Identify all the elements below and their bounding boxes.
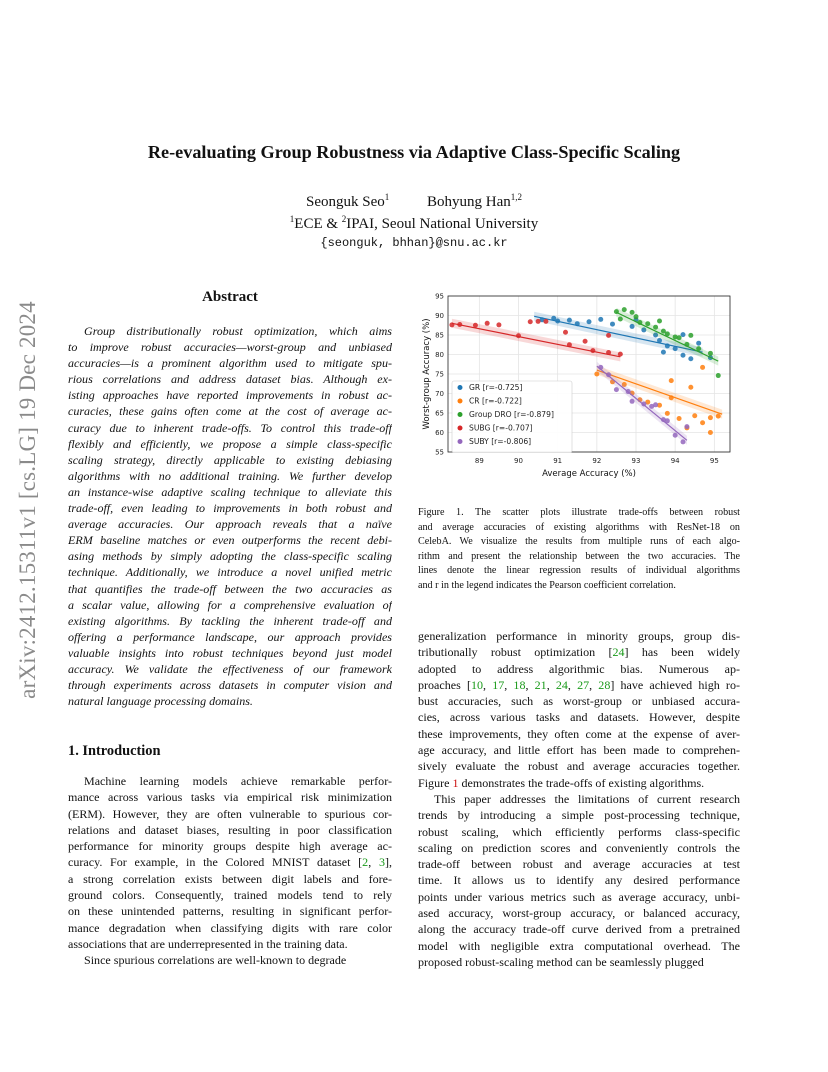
author-list <box>200 192 628 211</box>
legend-label: SUBG [r=-0.707] <box>469 423 533 433</box>
paragraph-line: generalization performance in minority groups, group dis- <box>418 629 740 643</box>
x-tick-label: 94 <box>670 457 680 465</box>
data-point <box>516 333 521 338</box>
y-axis-label: Worst-group Accuracy (%) <box>422 318 432 430</box>
y-tick-label: 85 <box>435 331 444 340</box>
data-point <box>449 322 454 327</box>
data-point <box>677 416 682 421</box>
data-point <box>681 332 686 337</box>
data-point <box>657 338 662 343</box>
data-point <box>688 385 693 390</box>
data-point <box>716 414 721 419</box>
paragraph-line: relations and dataset biases, resulting in poor classification <box>68 822 392 837</box>
legend-marker <box>458 439 463 444</box>
abstract-line: flexibly and efficiently, we propose a simple class-specific <box>68 436 392 451</box>
data-point <box>485 321 490 326</box>
data-point <box>661 350 666 355</box>
data-point <box>630 399 635 404</box>
paragraph-line: scaling on prediction scores and conveniently controls the <box>418 840 740 855</box>
data-point <box>614 309 619 314</box>
x-tick-label: 91 <box>553 457 563 465</box>
paragraph-line: ground colors. Consequently, trained models tend to rely <box>68 888 392 903</box>
data-point <box>622 307 627 312</box>
paragraph-line: cies, across various tasks and datasets. However, despite <box>418 710 740 725</box>
abstract-line: natural language processing domains. <box>68 694 253 709</box>
abstract-line: technique. Additionally, we introduce a novel unified metric <box>68 565 392 580</box>
legend-label: GR [r=-0.725] <box>469 383 523 392</box>
abstract-line: that quantifies the trade-off between the two accuracies as <box>68 581 392 596</box>
data-point <box>590 348 595 353</box>
y-tick-label: 60 <box>435 429 444 437</box>
introduction-text-left <box>68 773 392 969</box>
data-point <box>637 320 642 325</box>
caption-line: CelebA. We visualize the results from multiple runs of each algo- <box>418 536 740 547</box>
data-point <box>669 378 674 383</box>
data-point <box>681 439 686 444</box>
paragraph-line: age accuracy, and little effort has been made to comprehen- <box>418 743 740 758</box>
data-point <box>614 387 619 392</box>
paragraph-line: performance for minority groups despite high average ac- <box>68 839 392 854</box>
paragraph-line: associations that are underrepresented in the training data. <box>68 936 348 951</box>
caption-line: and r in the legend indicates the Pearson coefficient correlation. <box>418 579 676 591</box>
abstract-line: valuable insights into robust techniques beyond just model <box>68 645 392 660</box>
paragraph-line: a strong correlation exists between digit labels and fore- <box>68 871 392 886</box>
paragraph-line: Since spurious correlations are well-known to degrade <box>84 953 347 968</box>
data-point <box>543 319 548 324</box>
data-point <box>594 372 599 377</box>
y-tick-label: 80 <box>435 351 444 359</box>
paragraph-line: tributionally robust optimization [24] has been widely <box>418 645 740 660</box>
paragraph-line: This paper addresses the limitations of current research <box>434 791 740 806</box>
x-tick-label: 92 <box>592 457 602 465</box>
author-email: {seonguk, bhhan}@snu.ac.kr <box>320 236 508 250</box>
y-tick-label: 95 <box>435 292 444 301</box>
data-point <box>606 350 611 355</box>
paragraph-line: points under various metrics such as average accuracy, unbi- <box>418 889 740 904</box>
caption-line: Figure 1. The scatter plots illustrate trade-offs between robust <box>418 507 740 518</box>
paragraph-line: bust accuracies, such as worst-group or unbiased accura- <box>418 694 740 709</box>
introduction-text-right <box>418 628 740 970</box>
data-point <box>665 411 670 416</box>
data-point <box>555 318 560 323</box>
figure-1-caption <box>418 506 740 593</box>
abstract-line: offering a performance landscape, our approach provides <box>68 629 392 644</box>
caption-line: lines denote the linear regression results of individual algorithms <box>418 565 740 576</box>
abstract-line: Group distributionally robust optimization, which aims <box>84 324 392 338</box>
data-point <box>583 339 588 344</box>
author-1: Seonguk Seo$^1$ <box>306 192 390 210</box>
section-heading-introduction: 1. Introduction <box>68 743 161 759</box>
data-point <box>708 415 713 420</box>
abstract-line: algorithms with no additional training. We further develop <box>68 468 392 483</box>
paragraph-line: robust scaling, which efficiently performs class-specific <box>418 824 740 839</box>
data-point <box>716 373 721 378</box>
paragraph-line: trade-off between robust and average accuracies at test <box>418 857 740 872</box>
legend-marker <box>458 412 463 417</box>
abstract-line: ERM baseline matches or even outperforms the recent debi- <box>68 533 392 548</box>
paragraph-line: along the accuracy trade-off curve derived from a pretrained <box>418 922 740 937</box>
data-point <box>606 372 611 377</box>
data-point <box>669 395 674 400</box>
y-tick-label: 55 <box>435 448 444 457</box>
abstract-line: an instance-wise adaptive scaling technique to alleviate this <box>68 484 392 499</box>
data-point <box>598 317 603 322</box>
data-point <box>688 333 693 338</box>
data-point <box>673 433 678 438</box>
x-tick-label: 95 <box>709 457 719 465</box>
paragraph-line: curacy. For example, in the Colored MNIST dataset [2, 3], <box>68 855 392 870</box>
abstract-line: to improve robust accuracies—worst-group and unbiased <box>68 340 392 355</box>
data-point <box>684 342 689 347</box>
data-point <box>496 322 501 327</box>
abstract-line: through experiments across datasets in computer vision and <box>68 678 392 693</box>
x-axis-label: Average Accuracy (%) <box>542 469 636 479</box>
legend-label: SUBY [r=-0.806] <box>469 437 532 446</box>
author-2: Bohyung Han$^{1,2}$ <box>427 192 522 210</box>
data-point <box>653 402 658 407</box>
x-tick-label: 90 <box>514 457 523 465</box>
abstract-heading: Abstract <box>202 289 258 305</box>
abstract-line: average accuracies. Our approach reveals that a naïve <box>68 517 392 532</box>
y-tick-label: 90 <box>435 312 444 320</box>
paragraph-line: Figure 1 demonstrates the trade-offs of existing algorithms. <box>418 775 705 790</box>
paragraph-line: ased accuracy, worst-group accuracy, or balanced accuracy, <box>418 906 740 921</box>
abstract-line: asing methods by simply adopting the class-specific scaling <box>68 549 392 564</box>
arxiv-identifier: arXiv:2412.15311v1 [cs.LG] 19 Dec 2024 <box>15 301 40 699</box>
y-tick-label: 65 <box>435 409 444 418</box>
data-point <box>630 310 635 315</box>
caption-line: rithm and present the relationship between the two accuracies. The <box>418 550 740 562</box>
caption-line: and average accuracies of existing algorithms with ResNet-18 on <box>418 521 740 533</box>
figure-1-scatter-chart <box>418 290 740 480</box>
data-point <box>563 330 568 335</box>
data-point <box>528 319 533 324</box>
data-point <box>634 314 639 319</box>
legend-label: Group DRO [r=-0.879] <box>469 410 554 419</box>
paragraph-line: trends by introducing a simple post-processing technique, <box>418 808 740 823</box>
legend-marker <box>458 426 463 431</box>
data-point <box>457 322 462 327</box>
data-point <box>696 346 701 351</box>
data-point <box>645 321 650 326</box>
abstract-line: scaling strategy, directly applicable to existing debiasing <box>68 452 392 467</box>
data-point <box>665 331 670 336</box>
scatter-plot <box>418 290 740 480</box>
data-point <box>626 389 631 394</box>
data-point <box>700 365 705 370</box>
y-tick-label: 75 <box>435 370 444 379</box>
data-point <box>473 323 478 328</box>
x-tick-label: 89 <box>474 457 484 465</box>
paragraph-line: (ERM). However, they are often vulnerable to spurious cor- <box>68 806 392 821</box>
data-point <box>700 420 705 425</box>
data-point <box>688 356 693 361</box>
data-point <box>708 351 713 356</box>
paragraph-line: sively evaluate the robust and average accuracies together. <box>418 759 740 774</box>
data-point <box>606 333 611 338</box>
data-point <box>618 317 623 322</box>
legend-label: CR [r=-0.722] <box>469 396 522 406</box>
paragraph-line: adopted to address algorithmic bias. Numerous ap- <box>418 661 740 676</box>
data-point <box>618 352 623 357</box>
data-point <box>536 319 541 324</box>
abstract-line: accuracy. We validate the effectiveness of our framework <box>68 661 392 676</box>
paragraph-line: time. It allows us to identify any desired performance <box>418 873 740 888</box>
paragraph-line: proposed robust-scaling method can be seamlessly plugged <box>418 954 704 969</box>
abstract-line: rious correlations and address dataset bias. Although ex- <box>68 372 392 387</box>
abstract-line: trade-off, even leading to improvements in both robust and <box>68 501 392 516</box>
data-point <box>567 318 572 323</box>
data-point <box>665 343 670 348</box>
data-point <box>587 319 592 324</box>
data-point <box>598 365 603 370</box>
abstract-line: isting approaches have reported improvements in robust ac- <box>68 388 392 403</box>
data-point <box>665 418 670 423</box>
data-point <box>684 424 689 429</box>
paper-title: Re-evaluating Group Robustness via Adaptive Class-Specific Scaling <box>147 142 681 162</box>
data-point <box>673 346 678 351</box>
paragraph-line: model with negligible extra computational overhead. The <box>418 938 740 953</box>
data-point <box>567 342 572 347</box>
paragraph-line: these improvements, they often come at the expense of aver- <box>418 726 740 741</box>
data-point <box>575 321 580 326</box>
abstract-line: existing algorithms. By tackling the inherent trade-off and <box>68 613 392 628</box>
data-point <box>657 318 662 323</box>
y-tick-label: 70 <box>435 390 444 398</box>
data-point <box>692 413 697 418</box>
data-point <box>641 402 646 407</box>
abstract-line: a scalar value, allowing for a comprehensive evaluation of <box>68 597 392 612</box>
data-point <box>610 322 615 327</box>
data-point <box>653 325 658 330</box>
data-point <box>681 353 686 358</box>
paragraph-line: proaches [10, 17, 18, 21, 24, 27, 28] have achieved high ro- <box>418 677 740 692</box>
abstract-line: curacies, these gains often come at the cost of average ac- <box>68 404 392 419</box>
data-point <box>677 335 682 340</box>
data-point <box>696 341 701 346</box>
legend-marker <box>458 385 463 390</box>
paragraph-line: on these unintended patterns, resulting in significant perfor- <box>68 904 392 919</box>
abstract-line: accuracies—is a prominent algorithm used to mitigate spu- <box>68 356 392 371</box>
data-point <box>708 430 713 435</box>
abstract-body <box>68 323 392 709</box>
legend-marker <box>458 399 463 404</box>
x-tick-label: 93 <box>631 457 641 465</box>
paragraph-line: mance across various tasks via empirical risk minimization <box>68 790 392 805</box>
affiliation: $^1$ECE & $^2$IPAI, Seoul National University <box>289 214 539 232</box>
paragraph-line: Machine learning models achieve remarkable perfor- <box>84 774 392 788</box>
paragraph-line: mance degradation when classifying digits with rare color <box>68 920 392 935</box>
abstract-line: curacy due to inherent trade-offs. To control this trade-off <box>68 420 392 435</box>
